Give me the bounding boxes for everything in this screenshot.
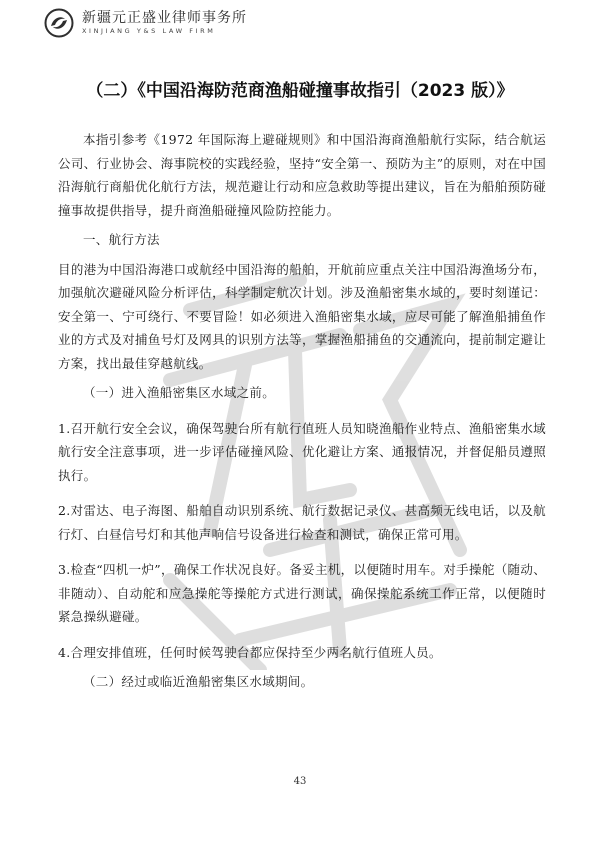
page-number: 43: [293, 776, 307, 787]
section-heading-navigation-method: 一、航行方法: [83, 232, 160, 247]
list-item-4: 4.合理安排值班，任何时候驾驶台都应保持至少两名航行值班人员。: [58, 644, 442, 660]
list-item-3: 3.检查“四机一炉”，确保工作状况良好。备妥主机，以便随时用车。对手操舵（随动、非随动）、自动舵和应急操舵等操舵方式进行测试，确保操舵系统工作正常，以便随时紧急操纵避碰。: [58, 562, 546, 624]
firm-name-chinese: 新疆元正盛业律师事务所: [82, 10, 247, 26]
section-body-paragraph: 目的港为中国沿海港口或航经中国沿海的船舶，开航前应重点关注中国沿海渔场分布，加强航次避碰风险分析评估，科学制定航次计划。涉及渔船密集水域的，要时刻谨记：安全第一、宁可绕行、不要冒险！如必须进入渔船密集水域，应尽可能了解渔船捕鱼作业的方式及对捕鱼号灯及网具的识别方法等，掌握渔船捕鱼的交通流向，提前制定避让方案，找出最佳穿越航线。: [58, 261, 546, 371]
list-item-2: 2.对雷达、电子海图、船舶自动识别系统、航行数据记录仪、甚高频无线电话，以及航行灯、白昼信号灯和其他声响信号设备进行检查和测试，确保正常可用。: [58, 503, 546, 542]
page-title: （二）《中国沿海防范商渔船碰撞事故指引（2023 版）》: [86, 81, 514, 101]
intro-paragraph: 本指引参考《1972 年国际海上避碰规则》和中国沿海商渔船航行实际，结合航运公司、行业协会、海事院校的实践经验，坚持“安全第一、预防为主”的原则，对在中国沿海航行商船优化航行方法，规范避让行动和应急救助等提出建议，旨在为船舶预防碰撞事故提供指导，提升商渔船碰撞风险防控能力。: [58, 132, 546, 218]
subsection-heading-before-entering: （一）进入渔船密集区水域之前。: [83, 385, 276, 400]
page-header: [44, 6, 247, 40]
firm-name-english: XINJIANG Y&S LAW FIRM: [82, 27, 216, 35]
subsection-heading-during-passage: （二）经过或临近渔船密集区水域期间。: [83, 674, 314, 689]
firm-name-block: [82, 10, 247, 36]
document-body: [58, 128, 546, 694]
firm-logo-icon: [44, 8, 74, 38]
list-item-1: 1.召开航行安全会议，确保驾驶台所有航行值班人员知晓渔船作业特点、渔船密集水域航行安全注意事项，进一步评估碰撞风险、优化避让方案、通报情况，并督促船员遵照执行。: [58, 420, 546, 483]
